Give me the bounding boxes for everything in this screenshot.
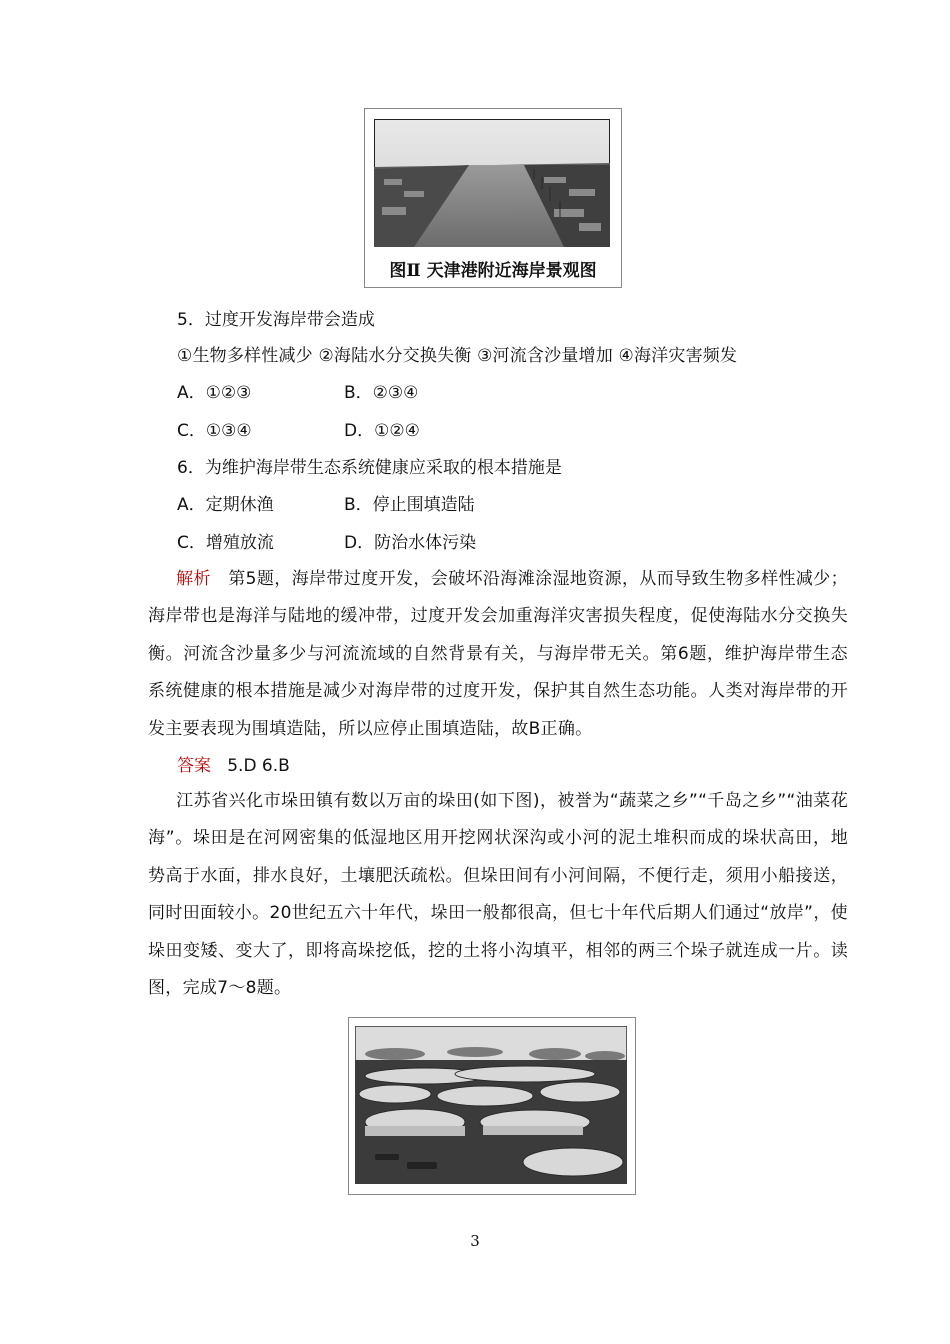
page-number: 3 bbox=[470, 1232, 480, 1250]
question-6-option-a: A．定期休渔 bbox=[177, 495, 274, 515]
tianjin-port-photo bbox=[374, 119, 610, 247]
question-5-items: ①生物多样性减少 ②海陆水分交换失衡 ③河流含沙量增加 ④海洋灾害频发 bbox=[177, 346, 738, 366]
answer-line bbox=[177, 756, 290, 776]
question-6-option-d: D．防治水体污染 bbox=[344, 533, 477, 553]
figure-tianjin-port bbox=[364, 108, 622, 288]
answer-text: 5.D 6.B bbox=[227, 756, 290, 776]
figure-caption: 图Ⅱ 天津港附近海岸景观图 bbox=[389, 261, 597, 281]
analysis-text: 第5题，海岸带过度开发，会破坏沿海滩涂湿地资源，从而导致生物多样性减少；海岸带也是海洋与陆地的缓冲带，过度开发会加重海洋灾害损失程度，促使海陆水分交换失衡。河流含沙量多少与河流流域的自然背景有关，与海岸带无关。第6题，维护海岸带生态系统健康的根本措施是减少对海岸带的过度开发，保护其自然生态功能。人类对海岸带的开发主要表现为围填造陆，所以应停止围填造陆，故B正确。 bbox=[148, 569, 848, 739]
analysis-paragraph bbox=[148, 561, 848, 748]
figure-duotian-fields bbox=[348, 1017, 636, 1195]
analysis-label: 解析 bbox=[176, 569, 211, 589]
duotian-fields-photo bbox=[355, 1026, 627, 1184]
question-5-option-c: C．①③④ bbox=[177, 421, 252, 441]
question-5-stem: 5．过度开发海岸带会造成 bbox=[177, 310, 375, 330]
question-5-option-b: B．②③④ bbox=[344, 383, 419, 403]
question-6-option-b: B．停止围填造陆 bbox=[344, 495, 475, 515]
passage-paragraph bbox=[148, 783, 848, 1007]
answer-label: 答案 bbox=[177, 756, 211, 776]
question-5-option-a: A．①②③ bbox=[177, 383, 252, 403]
passage-text: 江苏省兴化市垛田镇有数以万亩的垛田(如下图)，被誉为“蔬菜之乡”“千岛之乡”“油菜花海”。垛田是在河网密集的低湿地区用开挖网状深沟或小河的泥土堆积而成的垛状高田，地势高于水面，排水良好，土壤肥沃疏松。但垛田间有小河间隔，不便行走，须用小船接送，同时田面较小。20世纪五六十年代，垛田一般都很高，但七十年代后期人们通过“放岸”，使垛田变矮、变大了，即将高垛挖低，挖的土将小沟填平，相邻的两三个垛子就连成一片。读图，完成7～8题。 bbox=[148, 791, 848, 999]
question-6-option-c: C．增殖放流 bbox=[177, 533, 274, 553]
question-5-option-d: D．①②④ bbox=[344, 421, 420, 441]
question-6-stem: 6．为维护海岸带生态系统健康应采取的根本措施是 bbox=[177, 458, 562, 478]
